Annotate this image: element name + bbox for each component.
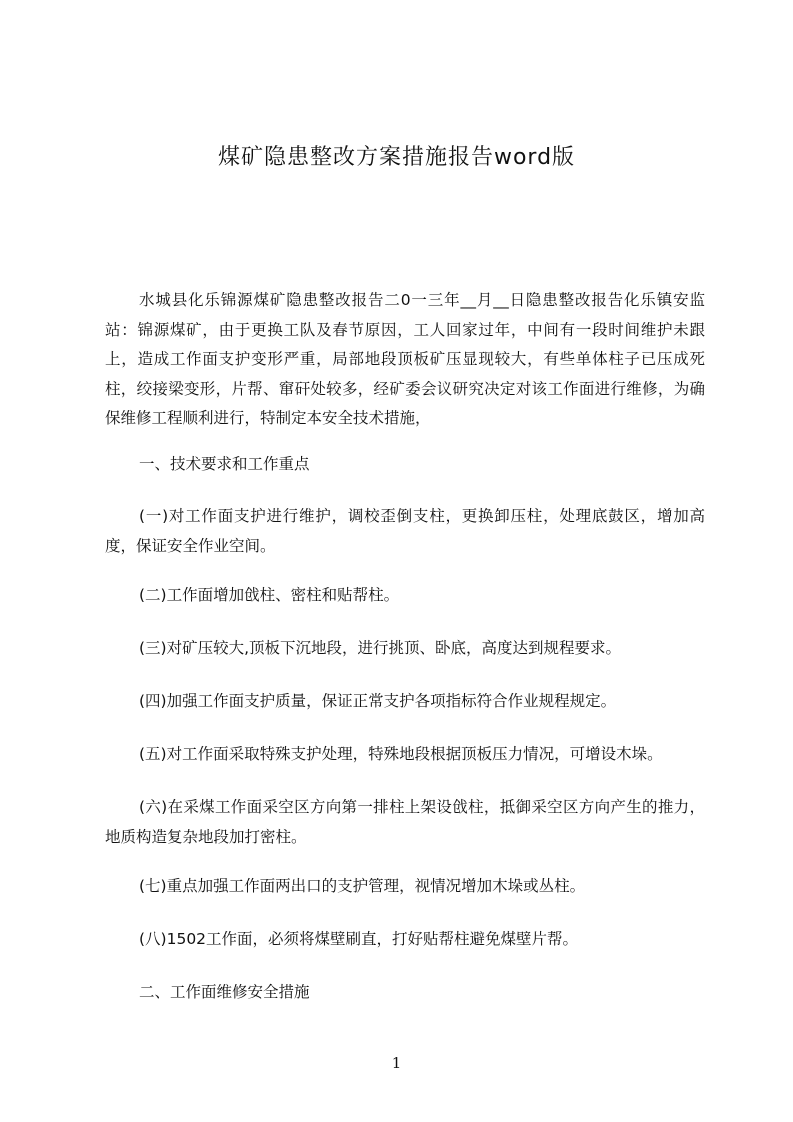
document-title: 煤矿隐患整改方案措施报告word版 [217, 145, 576, 170]
section-heading-1: 一、技术要求和工作重点 [139, 455, 310, 473]
list-item: (一)对工作面支护进行维护，调校歪倒支柱，更换卸压柱，处理底鼓区，增加高度，保证安全作业空间。 [105, 507, 705, 555]
intro-paragraph: 水城县化乐锦源煤矿隐患整改报告二0一三年__月__日隐患整改报告化乐镇安监站：锦源煤矿，由于更换工队及春节原因，工人回家过年，中间有一段时间维护未跟上，造成工作面支护变形严重，局部地段顶板矿压显现较大，有些单体柱子已压成死柱，绞接梁变形，片帮、窜矸处较多，经矿委会议研究决定对该工作面进行维修，为确保维修工程顺利进行，特制定本安全技术措施， [105, 291, 705, 427]
list-item: (八)1502工作面，必须将煤壁刷直，打好贴帮柱避免煤壁片帮。 [139, 930, 579, 948]
section-heading-2: 二、工作面维修安全措施 [139, 983, 310, 1001]
list-item: (五)对工作面采取特殊支护处理，特殊地段根据顶板压力情况，可增设木垛。 [139, 745, 663, 763]
list-item: (二)工作面增加戗柱、密柱和贴帮柱。 [139, 586, 400, 604]
list-item: (七)重点加强工作面两出口的支护管理，视情况增加木垛或丛柱。 [139, 877, 586, 895]
list-item: (四)加强工作面支护质量，保证正常支护各项指标符合作业规程规定。 [139, 692, 617, 710]
list-item: (三)对矿压较大,顶板下沉地段，进行挑顶、卧底，高度达到规程要求。 [139, 639, 622, 657]
page-number: 1 [391, 1054, 402, 1072]
list-item: (六)在采煤工作面采空区方向第一排柱上架设戗柱，抵御采空区方向产生的推力，地质构造复杂地段加打密柱。 [105, 798, 705, 846]
